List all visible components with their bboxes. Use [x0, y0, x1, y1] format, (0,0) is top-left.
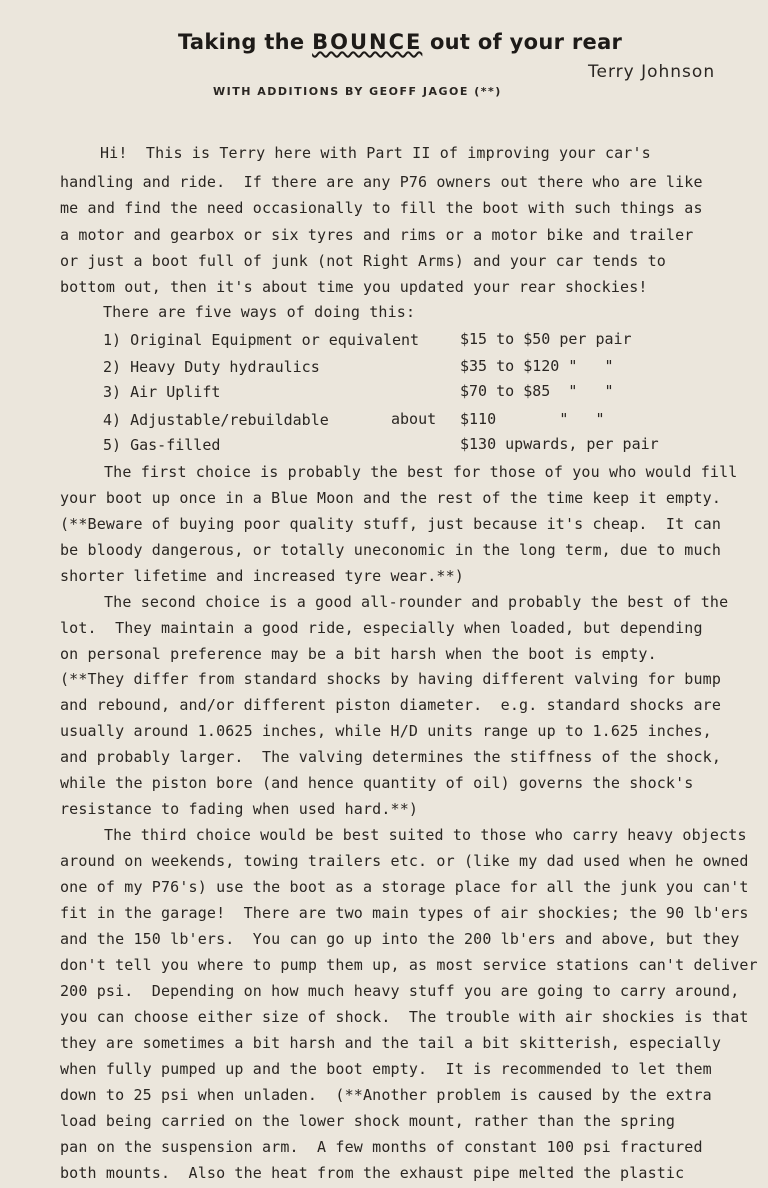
intro-line: or just a boot full of junk (not Right Arms) and your car tends to [60, 252, 666, 270]
body-line: while the piston bore (and hence quantity of oil) governs the shock's [60, 774, 694, 792]
body-line: The third choice would be best suited to those who carry heavy objects [104, 826, 747, 844]
body-line: pan on the suspension arm. A few months of constant 100 psi fractured [60, 1138, 703, 1156]
option-label: 1) Original Equipment or equivalent [103, 331, 420, 349]
body-line: The second choice is a good all-rounder and probably the best of the [104, 593, 729, 611]
body-line: fit in the garage! There are two main types of air shockies; the 90 lb'ers [60, 904, 749, 922]
body-line: and the 150 lb'ers. You can go up into the 200 lb'ers and above, but they [60, 930, 740, 948]
article-title [178, 30, 622, 54]
intro-line: Hi! This is Terry here with Part II of improving your car's [100, 144, 651, 162]
body-line: one of my P76's) use the boot as a storage place for all the junk you can't [60, 878, 749, 896]
author-name: Terry Johnson [588, 62, 716, 82]
body-line: load being carried on the lower shock mount, rather than the spring [60, 1112, 676, 1130]
intro-line: handling and ride. If there are any P76 owners out there who are like [60, 173, 703, 191]
option-price: $110 " " [460, 410, 605, 428]
body-line: usually around 1.0625 inches, while H/D units range up to 1.625 inches, [60, 722, 712, 740]
body-line: you can choose either size of shock. The trouble with air shockies is that [60, 1008, 749, 1026]
title-part-1: Taking the [178, 30, 313, 54]
option-price: $15 to $50 per pair [460, 330, 632, 348]
option-price: $35 to $120 " " [460, 357, 614, 375]
body-line: The first choice is probably the best for those of you who would fill [104, 463, 738, 481]
option-label: 2) Heavy Duty hydraulics [103, 358, 320, 376]
intro-line: me and find the need occasionally to fill the boot with such things as [60, 199, 703, 217]
body-line: on personal preference may be a bit harsh when the boot is empty. [60, 645, 657, 663]
intro-line: bottom out, then it's about time you updated your rear shockies! [60, 278, 648, 296]
body-line: and probably larger. The valving determines the stiffness of the shock, [60, 748, 722, 766]
body-line: around on weekends, towing trailers etc. or (like my dad used when he owned [60, 852, 749, 870]
body-line: 200 psi. Depending on how much heavy stuff you are going to carry around, [60, 982, 740, 1000]
option-price: $130 upwards, per pair [460, 435, 659, 453]
body-line: (**They differ from standard shocks by having different valving for bump [60, 670, 722, 688]
body-line: down to 25 psi when unladen. (**Another problem is caused by the extra [60, 1086, 712, 1104]
article-subtitle: WITH ADDITIONS BY GEOFF JAGOE (**) [213, 85, 502, 98]
body-line: both mounts. Also the heat from the exhaust pipe melted the plastic [60, 1164, 685, 1182]
body-line: resistance to fading when used hard.**) [60, 800, 419, 818]
body-line: when fully pumped up and the boot empty. It is recommended to let them [60, 1060, 712, 1078]
body-line: your boot up once in a Blue Moon and the rest of the time keep it empty. [60, 489, 722, 507]
body-line: lot. They maintain a good ride, especially when loaded, but depending [60, 619, 703, 637]
title-emphasis: BOUNCE [312, 30, 423, 54]
intro-line: a motor and gearbox or six tyres and rims or a motor bike and trailer [60, 226, 694, 244]
intro-line: There are five ways of doing this: [103, 303, 416, 321]
body-line: they are sometimes a bit harsh and the tail a bit skitterish, especially [60, 1034, 722, 1052]
option-about: about [391, 410, 437, 428]
body-line: don't tell you where to pump them up, as most service stations can't deliver [60, 956, 758, 974]
option-label: 3) Air Uplift [103, 383, 221, 401]
title-part-2: out of your rear [422, 30, 623, 54]
option-label: 4) Adjustable/rebuildable [103, 411, 329, 429]
body-line: be bloody dangerous, or totally uneconomic in the long term, due to much [60, 541, 722, 559]
body-line: (**Beware of buying poor quality stuff, just because it's cheap. It can [60, 515, 722, 533]
option-price: $70 to $85 " " [460, 382, 614, 400]
option-label: 5) Gas-filled [103, 436, 221, 454]
body-line: shorter lifetime and increased tyre wear.**) [60, 567, 464, 585]
body-line: and rebound, and/or different piston diameter. e.g. standard shocks are [60, 696, 722, 714]
